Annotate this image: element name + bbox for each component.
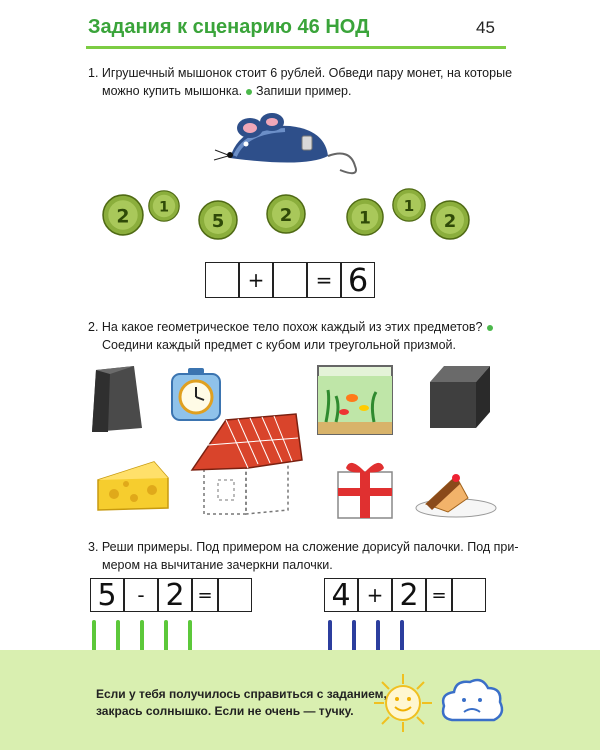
eq2-a: 4: [324, 578, 358, 612]
task3-text: [88, 538, 528, 574]
task2-line1: 2. На какое геометрическое тело похож каждый из этих предметов?: [88, 320, 483, 334]
svg-text:2: 2: [443, 211, 457, 232]
eq2-equals: =: [426, 578, 452, 612]
answer-box-1[interactable]: [205, 262, 239, 298]
cloud-icon[interactable]: [438, 674, 506, 730]
eq1-minus: -: [124, 578, 158, 612]
page-title: Задания к сценарию 46 НОД: [88, 16, 370, 38]
footer-text: [96, 686, 396, 720]
blue-stick: [376, 620, 380, 654]
svg-text:1: 1: [158, 199, 170, 216]
task1-line2: можно купить мышонка.: [102, 84, 243, 98]
coin-2-rub[interactable]: [266, 194, 306, 234]
bullet-icon: [487, 325, 493, 331]
task3-line1: 3. Реши примеры. Под примером на сложение дорисуй палочки. Под при-: [88, 540, 519, 554]
cake-picture[interactable]: [412, 468, 498, 520]
blue-stick: [400, 620, 404, 654]
svg-text:2: 2: [279, 205, 293, 226]
svg-text:1: 1: [359, 208, 371, 229]
aquarium-picture[interactable]: [314, 362, 398, 438]
sun-icon[interactable]: [372, 672, 434, 734]
green-stick: [140, 620, 144, 654]
green-stick: [92, 620, 96, 654]
coin-2-rub[interactable]: [430, 200, 470, 240]
svg-text:1: 1: [403, 196, 415, 215]
svg-text:5: 5: [211, 211, 225, 232]
result-six: 6: [341, 262, 375, 298]
bullet-icon: [246, 89, 252, 95]
gift-box-picture[interactable]: [332, 454, 398, 522]
plus-sign: +: [239, 262, 273, 298]
eq1-answer-box[interactable]: [218, 578, 252, 612]
answer-box-2[interactable]: [273, 262, 307, 298]
equals-sign: =: [307, 262, 341, 298]
triangular-prism-picture[interactable]: [86, 362, 148, 434]
task1-line2-wrap: [88, 82, 518, 100]
cube-picture[interactable]: [428, 364, 494, 430]
coin-2-rub[interactable]: [102, 194, 144, 236]
eq2-plus: +: [358, 578, 392, 612]
eq1-equals: =: [192, 578, 218, 612]
blue-stick: [352, 620, 356, 654]
coin-5-rub[interactable]: [198, 200, 238, 240]
house-picture[interactable]: [186, 410, 306, 520]
task1-text: [88, 64, 518, 100]
eq2-answer-box[interactable]: [452, 578, 486, 612]
footer-line1: Если у тебя получилось справиться с заданием,: [96, 687, 387, 701]
coin-1-rub[interactable]: [346, 198, 384, 236]
footer-line2: закрась солнышко. Если не очень — тучку.: [96, 704, 354, 718]
eq2-b: 2: [392, 578, 426, 612]
green-stick: [164, 620, 168, 654]
eq1-a: 5: [90, 578, 124, 612]
coin-1-rub[interactable]: [148, 190, 180, 222]
green-stick: [188, 620, 192, 654]
green-stick: [116, 620, 120, 654]
page-number: 45: [476, 18, 495, 37]
task2-text: [88, 318, 528, 354]
header-rule: [86, 46, 506, 49]
task2-line1-wrap: [88, 318, 528, 336]
task1-line2b: Запиши пример.: [256, 84, 352, 98]
task2-line2: Соедини каждый предмет с кубом или треугольной призмой.: [102, 338, 456, 352]
coin-1-rub[interactable]: [392, 188, 426, 222]
blue-stick: [328, 620, 332, 654]
task1-line1: 1. Игрушечный мышонок стоит 6 рублей. Обведи пару монет, на которые: [88, 66, 513, 80]
toy-mouse-picture: [210, 108, 370, 188]
cheese-picture[interactable]: [94, 458, 172, 514]
svg-text:2: 2: [116, 205, 130, 228]
task3-line2: мером на вычитание зачеркни палочки.: [102, 558, 333, 572]
eq1-b: 2: [158, 578, 192, 612]
